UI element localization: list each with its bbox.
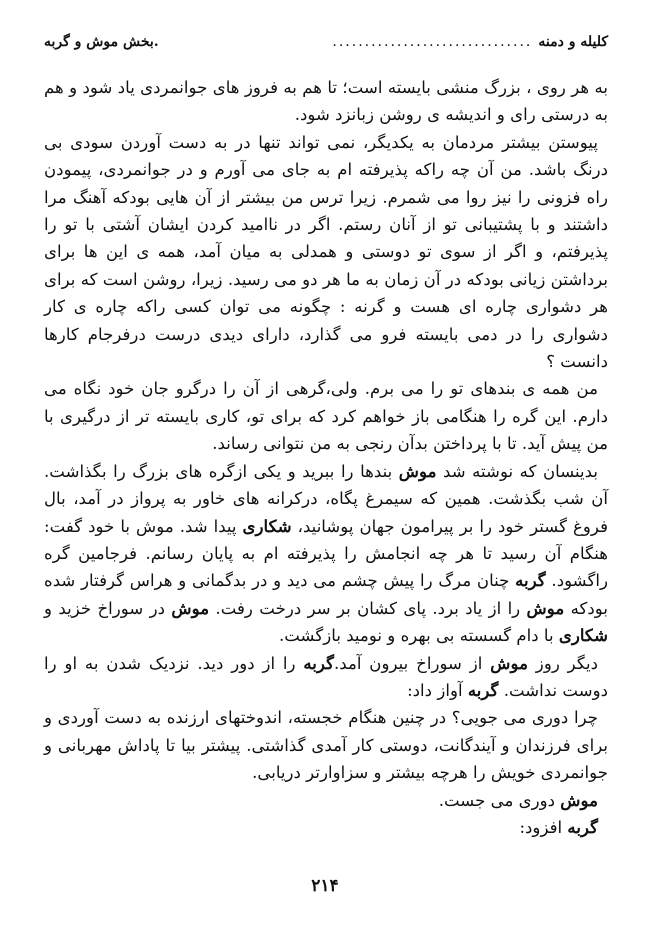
text-run: بندها را ببرید و یکی ازگره های بزرگ را بگذاشت. آن شب بگذشت. همین که سیمرغ پگاه، درکرانه های خاور به پرواز در آمد، بال فروغ گستر خود را بر پیرامون جهان پوشانید، — [44, 461, 608, 536]
bold-term: شکاری — [558, 625, 608, 646]
page-number: ۲۱۴ — [311, 876, 339, 896]
header-dot-leader: ............................... — [332, 34, 533, 50]
paragraph — [44, 458, 608, 650]
text-run: پیوستن بیشتر مردمان به یکدیگر، نمی تواند تنها در به دست آوردن سودی بی درنگ باشد. من آن چه راکه پذیرفته ام به جای می آورم و در جوانمردی، پیمودن راه فزونی را نیز روا می شمرم. زیرا ترس من بیشتر از آن هایی بودکه آهنگ مرا داشتند و با پشتیبانی تو از آنان رستم. اگر در ناامید کردن ایشان آشتی با تو را پذیرفتم، و اگر از سوی تو دوستی و همدلی به میان آمد، همه ی این ها برای برداشتن زیانی بودکه در آن زمان به ما هر دو می رسید. زیرا، روشن است که برای هر دشواری چاره ای هست و گرنه : چگونه می توان کسی راکه چاره ی کار دشواری را در دمی بایسته فرو می گذارد، دارای دیدی درست درفرجام کارها دانست ؟ — [44, 132, 608, 372]
bold-term: شکاری — [242, 515, 292, 536]
bold-term: گربه — [303, 652, 334, 673]
text-run: چرا دوری می جویی؟ در چنین هنگام خجسته، اندوختهای ارزنده به دست آوردی و برای فرزندان و آیندگانت، دوستی کار آمدی گذاشتی. پیشتر بیا تا پاداش مهربانی و جوانمردی خویش را هرچه بیشتر و سزاوارتر دریابی. — [44, 708, 608, 783]
paragraph — [44, 375, 608, 457]
text-run: به هر روی ، بزرگ منشی بایسته است؛ تا هم به فروز های جوانمردی یاد شود و هم به درستی رای و اندیشه ی روشن زبانزد شود. — [44, 78, 608, 125]
bold-term: موش — [490, 652, 528, 673]
text-run: را از یاد برد. پای کشان بر سر درخت رفت. — [209, 598, 527, 618]
text-run: در سوراخ خزید و — [44, 598, 172, 618]
book-title: کلیله و دمنه — [538, 34, 608, 50]
bold-term: موش — [171, 597, 210, 618]
text-run: را از دور دید. نزدیک شدن به او را دوست نداشت. — [44, 653, 608, 700]
bold-term: موش — [560, 789, 598, 810]
text-run: من همه ی بندهای تو را می برم. ولی،گرهی از آن را درگرو جان خود نگاه می دارم. این گره را هنگامی باز خواهم کرد که برای تو، کاری بایسته تر از درگیری با من پیش آید. تا با پرداختن بدآن رنجی به من نتوانی رساند. — [44, 379, 608, 454]
bold-term: گربه — [567, 816, 598, 837]
bold-term: گربه — [515, 570, 546, 591]
paragraph — [44, 650, 608, 705]
text-run: پیدا شد. موش با خود گفت: هنگام آن رسید تا هر چه انجامش را پذیرفته ام به پایان رسانم. فرجامین گره راگشود. — [44, 516, 608, 591]
text-run: چنان مرگ را پیش چشم می دید و در بدگمانی و هراس گرفتار شده بودکه — [44, 571, 608, 618]
text-run: با دام گسسته بی بهره و نومید بازگشت. — [278, 626, 559, 646]
paragraph — [44, 814, 608, 841]
bold-term: گربه — [467, 679, 499, 700]
text-run: از سوراخ بیرون آمد. — [333, 653, 491, 673]
text-run: دیگر روز — [527, 653, 599, 673]
text-run: بدینسان که نوشته شد — [436, 461, 598, 481]
text-run: افزود: — [519, 817, 568, 837]
chapter-title: .بخش موش و گربه — [44, 34, 159, 50]
running-header — [44, 34, 608, 58]
paragraph — [44, 704, 608, 786]
paragraph — [44, 787, 608, 814]
paragraph — [44, 74, 608, 129]
paragraph — [44, 129, 608, 376]
text-run: آواز داد: — [407, 680, 468, 700]
body-text — [44, 74, 608, 841]
bold-term: موش — [398, 460, 437, 481]
text-run: دوری می جست. — [438, 790, 561, 810]
bold-term: موش — [526, 597, 565, 618]
